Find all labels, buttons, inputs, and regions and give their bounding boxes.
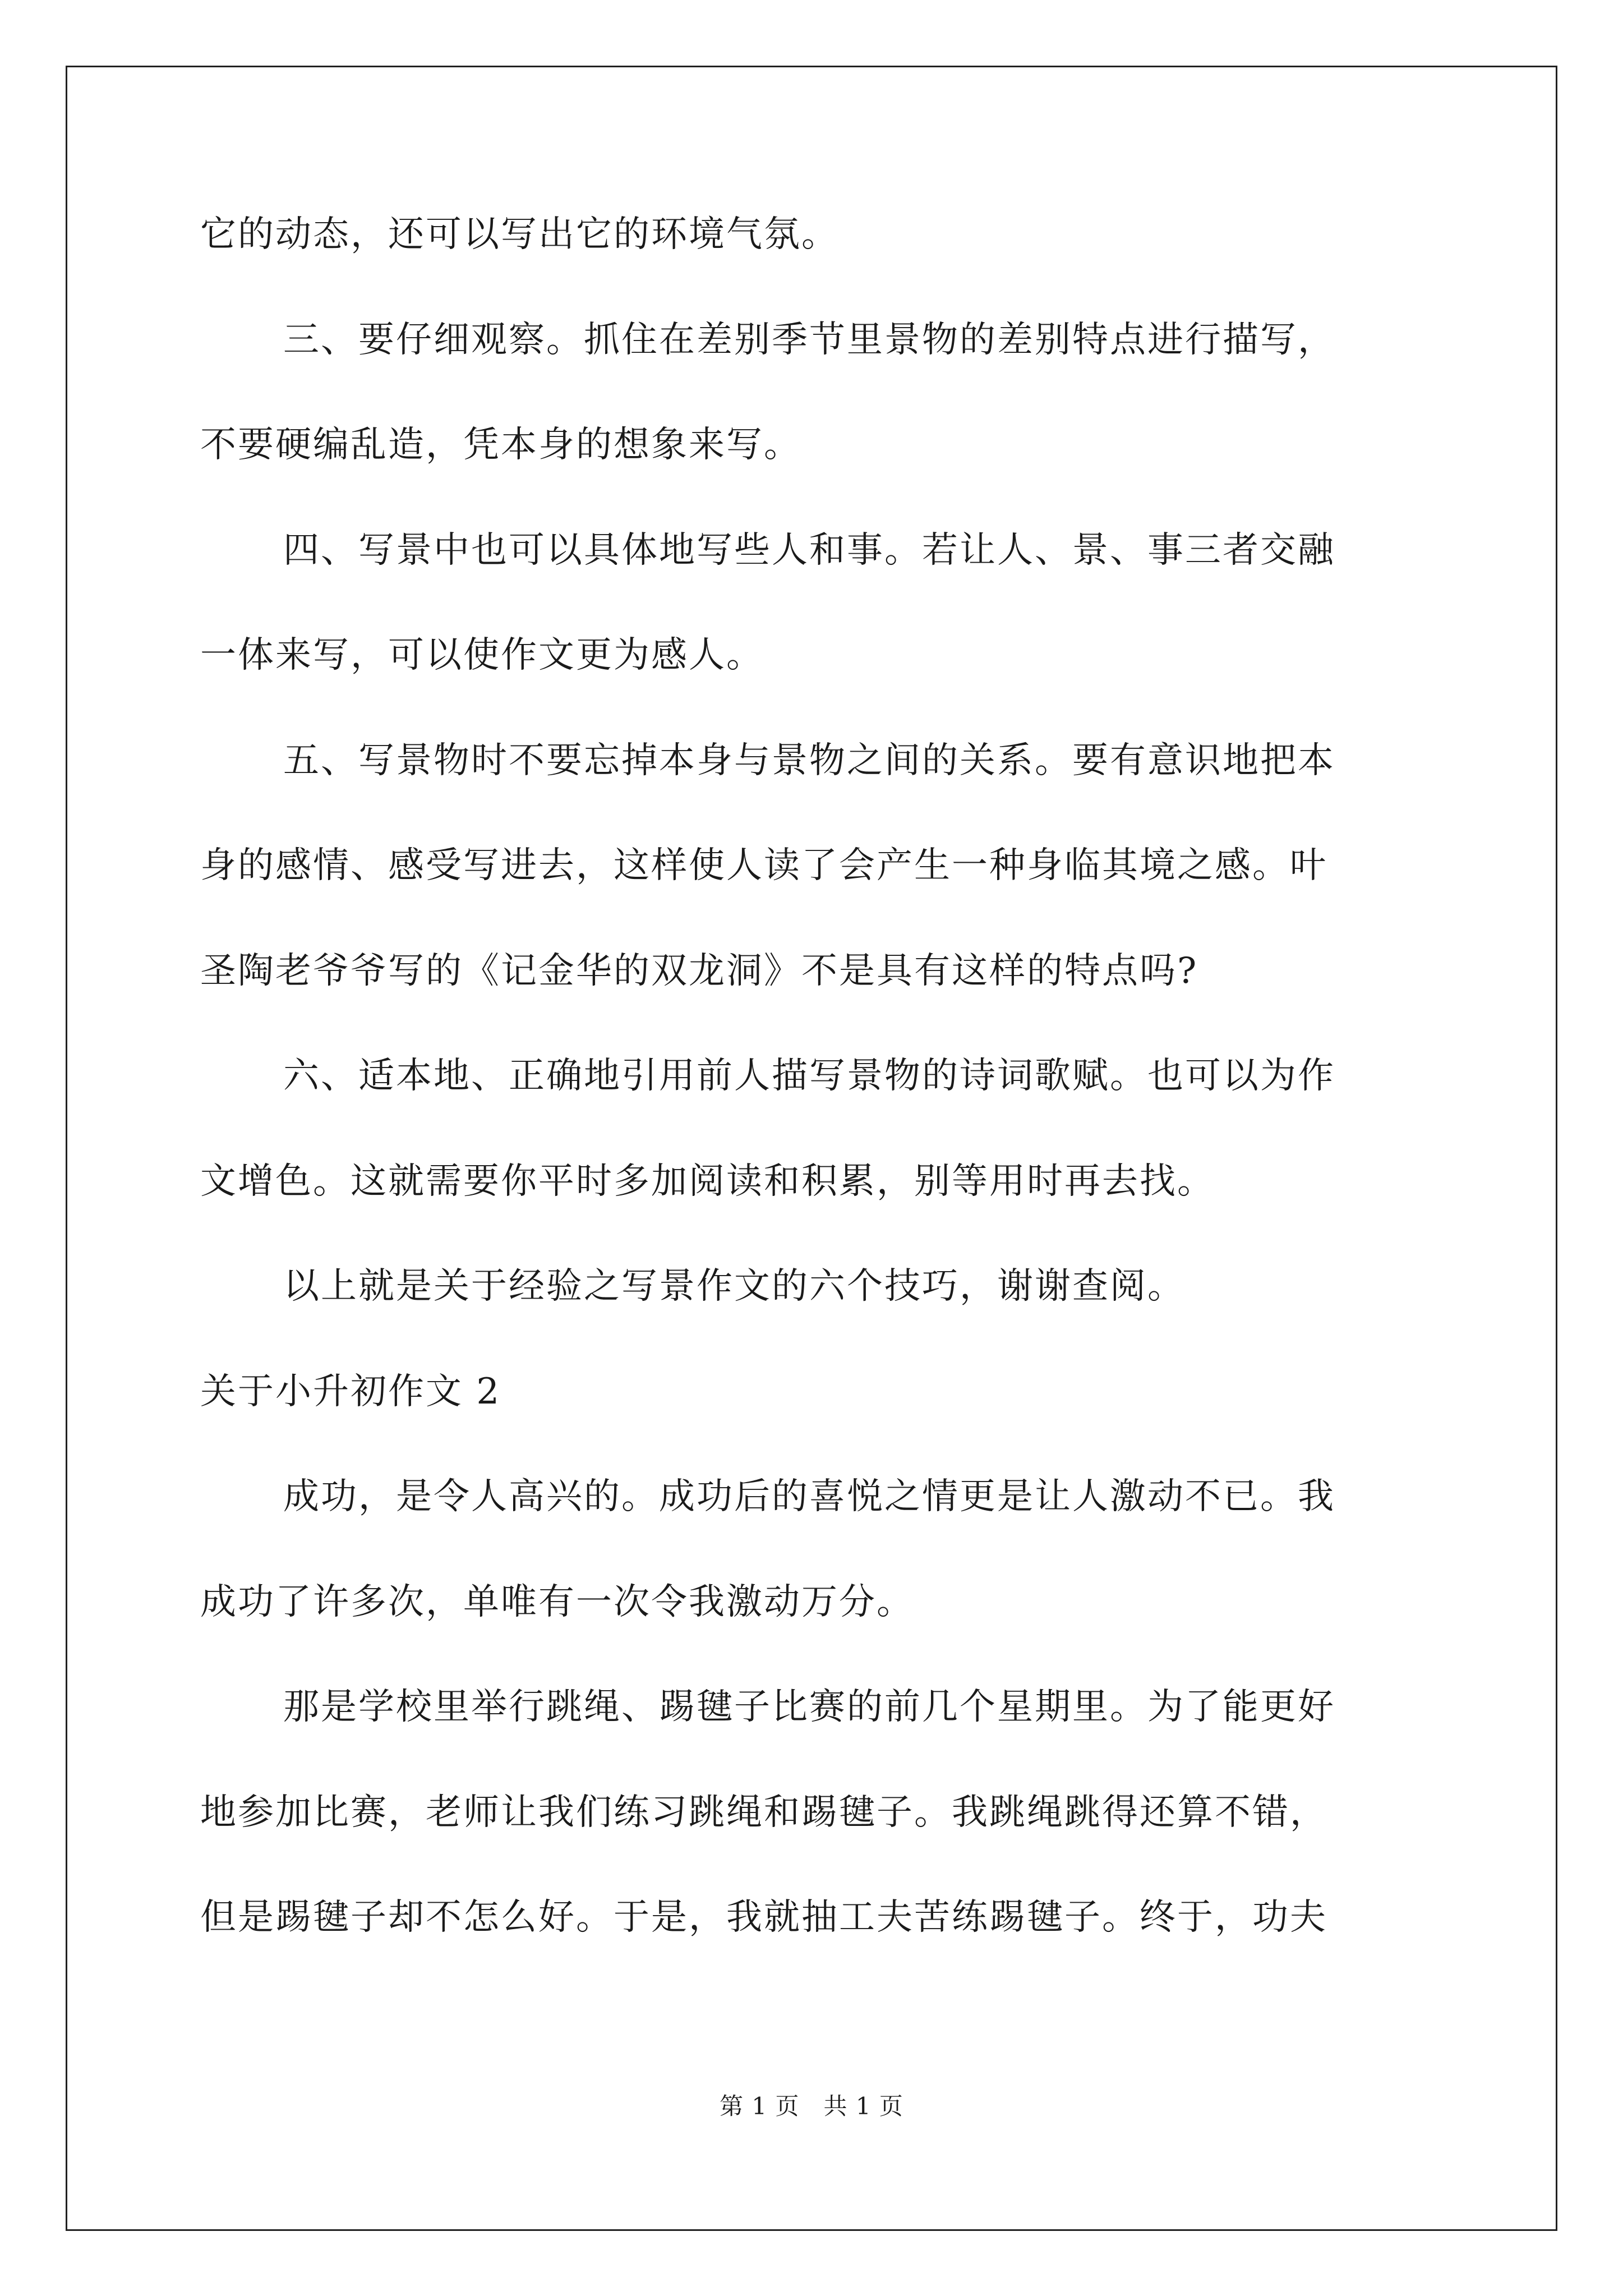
- text-line: 成功，是令人高兴的。成功后的喜悦之情更是让人激动不已。我: [283, 1476, 1335, 1517]
- page-footer: 第 1 页 共 1 页: [720, 2092, 903, 2120]
- text-line: 不要硬编乱造，凭本身的想象来写。: [200, 424, 801, 466]
- text-line: 那是学校里举行跳绳、踢毽子比赛的前几个星期里。为了能更好: [283, 1686, 1335, 1728]
- text-line: 五、写景物时不要忘掉本身与景物之间的关系。要有意识地把本: [283, 740, 1335, 781]
- text-line: 地参加比赛，老师让我们练习跳绳和踢毽子。我跳绳跳得还算不错，: [200, 1792, 1327, 1833]
- text-line: 四、写景中也可以具体地写些人和事。若让人、景、事三者交融: [283, 530, 1335, 571]
- text-line: 身的感情、感受写进去，这样使人读了会产生一种身临其境之感。叶: [200, 845, 1327, 886]
- text-line: 但是踢毽子却不怎么好。于是，我就抽工夫苦练踢毽子。终于，功夫: [200, 1897, 1327, 1938]
- text-line: 成功了许多次，单唯有一次令我激动万分。: [200, 1581, 914, 1623]
- text-line: 它的动态，还可以写出它的环境气氛。: [200, 214, 839, 255]
- text-line: 圣陶老爷爷写的《记金华的双龙洞》不是具有这样的特点吗?: [200, 950, 1198, 992]
- section-heading: 关于小升初作文 2: [200, 1371, 501, 1412]
- text-line: 三、要仔细观察。抓住在差别季节里景物的差别特点进行描写，: [283, 319, 1335, 361]
- text-line: 文增色。这就需要你平时多加阅读和积累，别等用时再去找。: [200, 1161, 1215, 1202]
- text-line: 以上就是关于经验之写景作文的六个技巧，谢谢查阅。: [283, 1266, 1185, 1307]
- text-line: 一体来写，可以使作文更为感人。: [200, 634, 764, 676]
- text-line: 六、适本地、正确地引用前人描写景物的诗词歌赋。也可以为作: [283, 1055, 1335, 1097]
